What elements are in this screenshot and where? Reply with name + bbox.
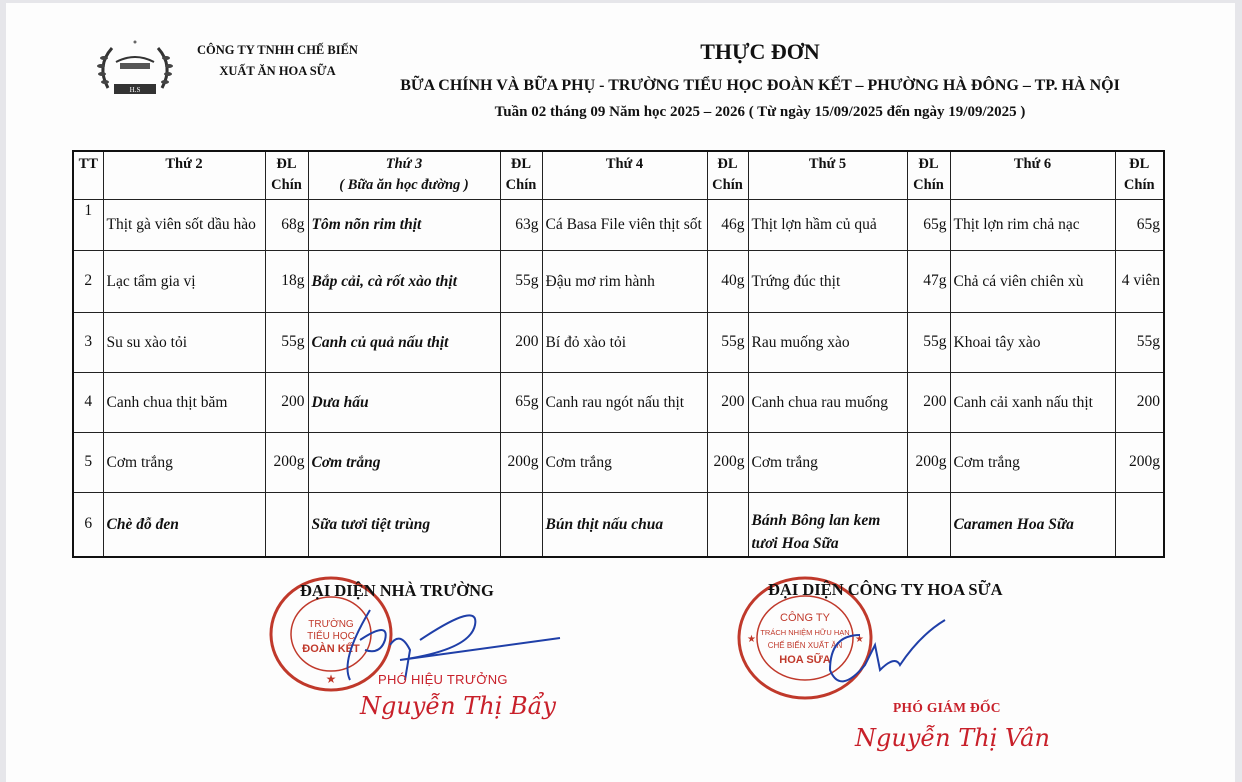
portion-cell: 200 xyxy=(265,372,308,432)
portion-cell: 18g xyxy=(265,250,308,312)
row-number: 4 xyxy=(73,372,103,432)
portion-cell: 200g xyxy=(265,432,308,492)
header-day-fri: Thứ 6 xyxy=(950,151,1115,199)
dish-cell: Caramen Hoa Sữa xyxy=(950,492,1115,557)
row-number: 2 xyxy=(73,250,103,312)
dish-cell: Cá Basa File viên thịt sốt xyxy=(542,199,707,250)
page-subtitle: BỮA CHÍNH VÀ BỮA PHỤ - TRƯỜNG TIỂU HỌC ĐOÀN KẾT – PHƯỜNG HÀ ĐÔNG – TP. HÀ NỘI xyxy=(400,77,1120,94)
portion-cell: 4 viên xyxy=(1115,250,1164,312)
svg-text:★: ★ xyxy=(855,634,864,645)
table-row xyxy=(73,372,1164,432)
portion-cell: 55g xyxy=(907,312,950,372)
row-number: 3 xyxy=(73,312,103,372)
week-range: Tuần 02 tháng 09 Năm học 2025 – 2026 ( Từ ngày 15/09/2025 đến ngày 19/09/2025 ) xyxy=(494,104,1026,120)
svg-text:TRÁCH NHIỆM HỮU HẠN: TRÁCH NHIỆM HỮU HẠN xyxy=(760,628,850,637)
portion-cell xyxy=(707,492,748,557)
school-signer-name: Nguyễn Thị Bẩy xyxy=(360,692,556,720)
portion-cell: 46g xyxy=(707,199,748,250)
portion-cell xyxy=(1115,492,1164,557)
dish-cell: Cơm trắng xyxy=(950,432,1115,492)
company-signature-scribble xyxy=(820,615,960,700)
header-dl: ĐL Chín xyxy=(500,151,542,199)
portion-cell xyxy=(500,492,542,557)
header-day-mon: Thứ 2 xyxy=(103,151,265,199)
dish-cell: Canh cải xanh nấu thịt xyxy=(950,372,1115,432)
svg-text:★: ★ xyxy=(325,672,337,686)
company-name xyxy=(185,40,370,82)
portion-cell: 55g xyxy=(265,312,308,372)
portion-cell: 200 xyxy=(500,312,542,372)
dish-cell: Sữa tươi tiệt trùng xyxy=(308,492,500,557)
dish-cell: Rau muống xào xyxy=(748,312,907,372)
dish-cell: Su su xào tỏi xyxy=(103,312,265,372)
company-signer-title: PHÓ GIÁM ĐỐC xyxy=(893,700,1001,715)
svg-text:ĐOÀN KẾT: ĐOÀN KẾT xyxy=(302,643,360,655)
portion-cell: 200g xyxy=(707,432,748,492)
portion-cell xyxy=(265,492,308,557)
dish-cell: Canh chua thịt băm xyxy=(103,372,265,432)
header-dl: ĐL Chín xyxy=(707,151,748,199)
header-day-tue: Thứ 3 ( Bữa ăn học đường ) xyxy=(308,151,500,199)
dish-cell: Bún thịt nấu chua xyxy=(542,492,707,557)
company-signature-heading: ĐẠI DIỆN CÔNG TY HOA SỮA xyxy=(768,580,1003,599)
dish-cell: Canh rau ngót nấu thịt xyxy=(542,372,707,432)
portion-cell: 55g xyxy=(707,312,748,372)
dish-cell: Khoai tây xào xyxy=(950,312,1115,372)
dish-cell: Lạc tẩm gia vị xyxy=(103,250,265,312)
dish-cell: Tôm nõn rim thịt xyxy=(308,199,500,250)
table-row xyxy=(73,250,1164,312)
svg-text:TRƯỜNG: TRƯỜNG xyxy=(308,619,354,630)
portion-cell: 200 xyxy=(907,372,950,432)
portion-cell: 40g xyxy=(707,250,748,312)
dish-cell: Trứng đúc thịt xyxy=(748,250,907,312)
dish-cell: Cơm trắng xyxy=(748,432,907,492)
dish-cell: Thịt gà viên sốt dầu hào xyxy=(103,199,265,250)
svg-text:TIỂU HỌC: TIỂU HỌC xyxy=(307,631,355,642)
portion-cell: 200g xyxy=(1115,432,1164,492)
header-dl: ĐL Chín xyxy=(907,151,950,199)
header-dl: ĐL Chín xyxy=(265,151,308,199)
svg-text:★: ★ xyxy=(747,634,756,645)
dish-cell: Canh chua rau muống xyxy=(748,372,907,432)
table-row xyxy=(73,312,1164,372)
header-tt: TT xyxy=(73,151,103,199)
row-number: 1 xyxy=(73,199,103,250)
dish-cell: Bí đỏ xào tỏi xyxy=(542,312,707,372)
portion-cell: 200 xyxy=(1115,372,1164,432)
dish-cell: Cơm trắng xyxy=(308,432,500,492)
portion-cell: 47g xyxy=(907,250,950,312)
page-title: THỰC ĐƠN xyxy=(700,39,820,64)
portion-cell: 63g xyxy=(500,199,542,250)
portion-cell: 55g xyxy=(1115,312,1164,372)
portion-cell: 55g xyxy=(500,250,542,312)
portion-cell: 65g xyxy=(907,199,950,250)
school-signature-heading: ĐẠI DIỆN NHÀ TRƯỜNG xyxy=(300,581,494,600)
svg-text:CHẾ BIẾN XUẤT ĂN: CHẾ BIẾN XUẤT ĂN xyxy=(767,641,843,650)
portion-cell xyxy=(907,492,950,557)
portion-cell: 200g xyxy=(907,432,950,492)
table-row xyxy=(73,199,1164,250)
dish-cell: Cơm trắng xyxy=(103,432,265,492)
svg-text:CÔNG TY: CÔNG TY xyxy=(780,612,830,624)
table-row xyxy=(73,492,1164,557)
dish-cell: Bánh Bông lan kem tươi Hoa Sữa xyxy=(748,492,907,557)
header-day-thu: Thứ 5 xyxy=(748,151,907,199)
portion-cell: 200g xyxy=(500,432,542,492)
svg-text:H.S: H.S xyxy=(129,86,141,94)
company-name-line2: XUẤT ĂN HOA SỮA xyxy=(219,64,336,78)
dish-cell: Dưa hấu xyxy=(308,372,500,432)
dish-cell: Bắp cải, cà rốt xào thịt xyxy=(308,250,500,312)
header-day-wed: Thứ 4 xyxy=(542,151,707,199)
dish-cell: Cơm trắng xyxy=(542,432,707,492)
svg-text:HOA SỮA: HOA SỮA xyxy=(779,654,831,666)
dish-cell: Thịt lợn rim chả nạc xyxy=(950,199,1115,250)
table-row xyxy=(73,432,1164,492)
dish-cell: Chả cá viên chiên xù xyxy=(950,250,1115,312)
dish-cell: Đậu mơ rim hành xyxy=(542,250,707,312)
school-signer-title: PHÓ HIỆU TRƯỞNG xyxy=(378,672,508,687)
company-signer-name: Nguyễn Thị Vân xyxy=(855,724,1050,752)
portion-cell: 65g xyxy=(1115,199,1164,250)
header-dl: ĐL Chín xyxy=(1115,151,1164,199)
portion-cell: 68g xyxy=(265,199,308,250)
company-name-line1: CÔNG TY TNHH CHẾ BIẾN xyxy=(197,43,358,57)
portion-cell: 200 xyxy=(707,372,748,432)
row-number: 5 xyxy=(73,432,103,492)
company-logo xyxy=(92,36,178,102)
dish-cell: Thịt lợn hầm củ quả xyxy=(748,199,907,250)
menu-table xyxy=(72,150,1165,558)
dish-cell: Chè đỗ đen xyxy=(103,492,265,557)
table-header-row xyxy=(73,151,1164,199)
row-number: 6 xyxy=(73,492,103,557)
dish-cell: Canh củ quả nấu thịt xyxy=(308,312,500,372)
portion-cell: 65g xyxy=(500,372,542,432)
